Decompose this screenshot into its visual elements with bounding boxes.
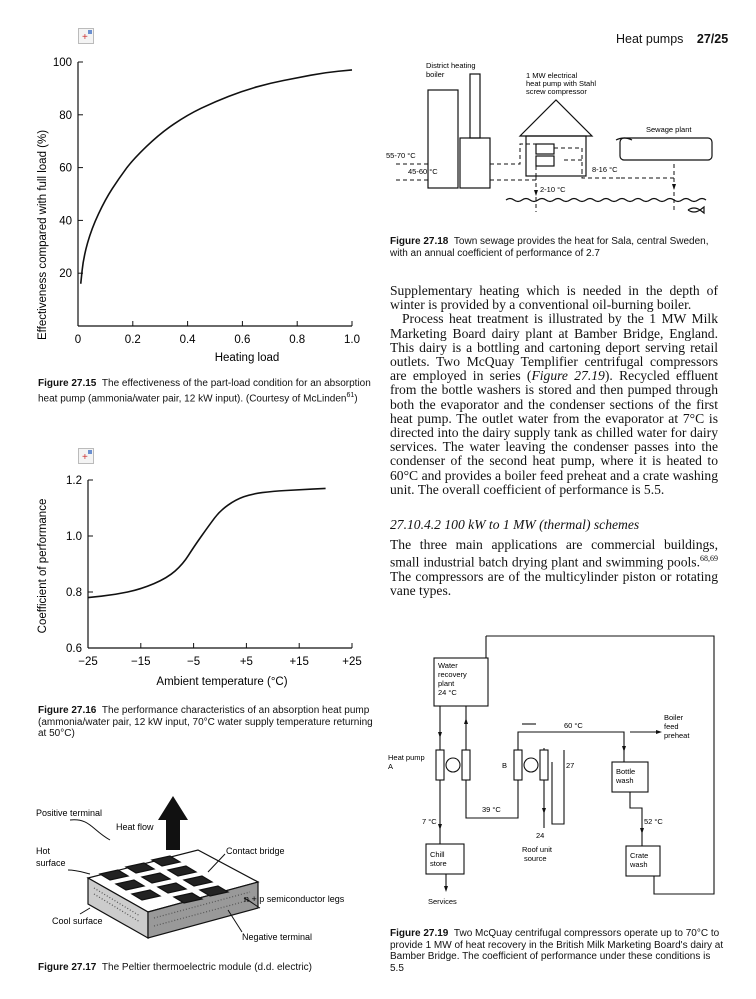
fig15-y-tick-label: 80 [59, 109, 72, 122]
label-feed: feed [664, 722, 679, 731]
fig16-x-tick-label: +25 [342, 656, 362, 668]
caption-label: Figure 27.19 [390, 928, 449, 939]
label-b: B [502, 761, 508, 770]
label-recovery: recovery [438, 670, 467, 679]
fig15-y-axis-label: Effectiveness compared with full load (%) [37, 129, 49, 341]
label-7c: 7 °C [422, 817, 437, 826]
label-pump-1: 1 MW electrical [526, 71, 578, 80]
label-hot: Hot [36, 846, 51, 856]
label-sewage-plant: Sewage plant [646, 125, 692, 134]
figure-reference: Figure 27.19 [531, 368, 605, 384]
svg-text:+: + [82, 452, 88, 463]
label-crate-wash: wash [630, 860, 648, 869]
heat-pump-house [520, 100, 592, 136]
label-heat-flow: Heat flow [116, 822, 154, 832]
label-roof-unit: Roof unit [522, 845, 553, 854]
label-a: A [388, 762, 394, 771]
caption-ref: 61 [346, 391, 355, 399]
heat-pump-a [436, 750, 444, 780]
peltier-module [88, 850, 258, 938]
label-contact-bridge: Contact bridge [226, 846, 285, 856]
label-preheat: preheat [664, 731, 690, 740]
label-60c: 60 °C [564, 721, 583, 730]
figure-27-16-chart [30, 466, 375, 691]
caption-label: Figure 27.17 [38, 962, 97, 973]
paragraph-3-text-b: The compressors are of the multicylinder piston or rotating vane types. [390, 568, 718, 599]
fig16-x-tick-label: −5 [187, 656, 201, 668]
figure-27-19-caption [390, 928, 726, 974]
fig15-x-axis-label: Heating load [214, 352, 280, 364]
label-boiler: Boiler [664, 713, 684, 722]
label-store: store [430, 859, 447, 868]
fig16-x-tick-label: +15 [289, 656, 309, 668]
paragraph-1: Supplementary heating which is needed in the depth of winter is provided by a conventional oil-burning boiler. [390, 283, 718, 313]
label-negative-terminal: Negative terminal [242, 932, 313, 942]
fig15-x-tick-label: 0.2 [124, 334, 141, 346]
label-temp-2-10: 2-10 °C [540, 185, 566, 194]
label-temp-45-60: 45-60 °C [408, 167, 438, 176]
fig15-y-tick-label: 60 [59, 162, 72, 175]
fig16-y-tick-label: 0.8 [66, 587, 82, 599]
label-temp-55-70: 55-70 °C [386, 151, 416, 160]
fig16-x-tick-label: −25 [78, 656, 98, 668]
broken-image-icon [78, 28, 94, 44]
label-services: Services [428, 897, 457, 906]
caption-text: The effectiveness of the part-load condition for an absorption heat pump (ammonia/water pair, 12 kW input). (Courtesy of McLinden [38, 378, 371, 404]
label-24: 24 [536, 831, 545, 840]
fig16-x-tick-label: +5 [239, 656, 253, 668]
caption-text: The performance characteristics of an absorption heat pump (ammonia/water pair, 12 kW input, 70°C water supply temperature returning at 50°C) [38, 705, 373, 739]
label-plant: plant [438, 679, 455, 688]
label-52c: 52 °C [644, 817, 663, 826]
citation-ref: 68,69 [700, 554, 718, 564]
paragraph-3-text-a: The three main applications are commercial buildings, small industrial batch drying plant and swimming pools. [390, 537, 718, 570]
section-heading: 27.10.4.2 100 kW to 1 MW (thermal) schemes [390, 517, 640, 532]
figure-27-17-caption [38, 962, 374, 974]
label-crate: Crate [630, 851, 649, 860]
body-text-block-2 [390, 538, 718, 598]
caption-end: ) [354, 392, 358, 404]
svg-text:+: + [82, 32, 88, 43]
fig16-y-axis-label: Coefficient of performance [37, 498, 49, 634]
label-heat-pump: Heat pump [388, 753, 425, 762]
label-water: Water [438, 661, 458, 670]
body-text-block [390, 284, 718, 497]
fig15-series-line [81, 70, 352, 284]
heat-flow-arrow [158, 796, 188, 850]
label-39c: 39 °C [482, 805, 501, 814]
figure-27-19-flow-diagram [386, 628, 726, 918]
figure-27-17-peltier-diagram [30, 790, 370, 950]
figure-27-15-chart [30, 50, 375, 370]
label-pump-2: heat pump with Stahl [526, 79, 597, 88]
label-hot-surface: surface [36, 858, 66, 868]
fig15-x-tick-label: 0 [74, 334, 82, 346]
sewage-plant [620, 138, 712, 160]
caption-text: Town sewage provides the heat for Sala, central Sweden, with an annual coefficient of performance of 2.7 [390, 236, 709, 259]
fig16-y-tick-label: 1.2 [66, 475, 82, 487]
label-source: source [524, 854, 547, 863]
caption-label: Figure 27.15 [38, 378, 97, 389]
paragraph-2-text-a: Process heat treatment is illustrated by the 1 MW Milk Marketing Board dairy plant at Bamber Bridge, England. This dairy is a bottling and cartoning deport serving retail outlets. Two McQuay Templifier centrifugal compressors are employed in series ( [390, 311, 718, 384]
label-semiconductor-legs: n + p semiconductor legs [244, 894, 345, 904]
fig16-x-axis-label: Ambient temperature (°C) [156, 676, 288, 688]
label-bottle: Bottle [616, 767, 636, 776]
figure-27-18-caption [390, 236, 726, 259]
page-number: 27/25 [696, 32, 729, 46]
fig15-x-tick-label: 0.6 [234, 334, 251, 346]
label-district-2: boiler [426, 70, 445, 79]
running-header-title: Heat pumps [616, 32, 684, 46]
caption-text: Two McQuay centrifugal compressors operate up to 70°C to provide 1 MW of heat recovery in the British Milk Marketing Board's dairy at Bamber Bridge. The coefficient of performance under these conditions is 5.5 [390, 928, 724, 974]
fig16-x-tick-label: −15 [131, 656, 151, 668]
heat-pump-b [514, 750, 522, 780]
label-27: 27 [566, 761, 575, 770]
fig15-x-tick-label: 0.8 [289, 334, 306, 346]
label-district-1: District heating [426, 61, 476, 70]
label-positive-terminal: Positive terminal [36, 808, 103, 818]
fig16-series-line [88, 488, 326, 597]
broken-image-icon [78, 448, 94, 464]
fig16-y-tick-label: 1.0 [66, 531, 82, 543]
label-chill: Chill [430, 850, 445, 859]
paragraph-2 [390, 312, 718, 497]
label-cool-surface: Cool surface [52, 916, 103, 926]
caption-label: Figure 27.18 [390, 236, 449, 247]
fig15-x-tick-label: 0.4 [179, 334, 196, 346]
paragraph-2-text-b: ). Recycled effluent from the bottle washers is stored and then pumped through both the evaporator and the condenser sections of the first heat pump. The outlet water from the evaporator at 7°C is directed into the dairy supply tank as chilled water for dairy services. The water leaving the condenser passes into the condenser of the second heat pump, where it is heated to 60°C and provides a boiler feed preheat and a crate washing unit. The overall coefficient of performance is 5.5. [390, 368, 718, 497]
caption-text: The Peltier thermoelectric module (d.d. electric) [101, 962, 312, 973]
fig15-x-tick-label: 1.0 [344, 334, 360, 346]
caption-label: Figure 27.16 [38, 705, 97, 716]
label-24c: 24 °C [438, 688, 457, 697]
figure-27-18-sewage-diagram [386, 52, 726, 228]
figure-27-15-caption [38, 378, 374, 404]
fig15-y-tick-label: 100 [52, 57, 72, 69]
fig15-y-tick-label: 40 [59, 215, 72, 228]
figure-27-16-caption [38, 705, 374, 740]
fig16-y-tick-label: 0.6 [66, 643, 82, 655]
paragraph-3 [390, 538, 718, 598]
label-wash: wash [616, 776, 634, 785]
label-pump-3: screw compressor [526, 87, 587, 96]
running-header [616, 32, 728, 46]
label-temp-8-16: 8-16 °C [592, 165, 618, 174]
fig15-y-tick-label: 20 [59, 268, 72, 281]
